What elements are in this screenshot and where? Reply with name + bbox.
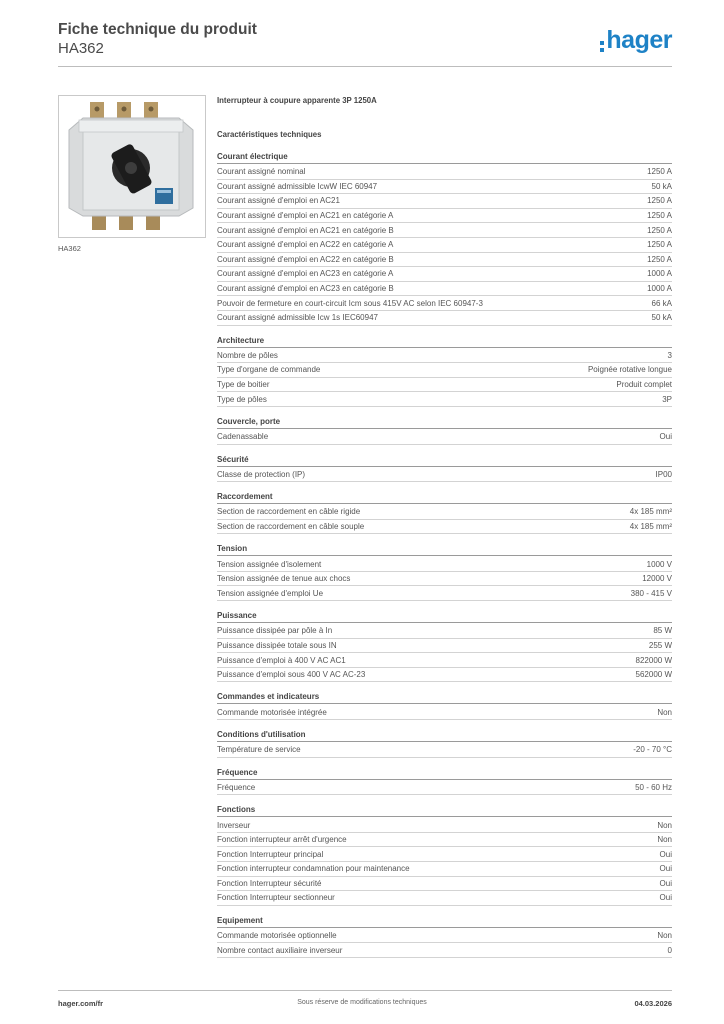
logo-text: hager xyxy=(606,26,672,54)
hager-logo xyxy=(600,27,672,53)
spec-value: Oui xyxy=(659,432,672,442)
spec-label: Courant assigné nominal xyxy=(217,167,306,177)
spec-row xyxy=(217,624,672,639)
spec-section xyxy=(217,543,672,601)
spec-label: Section de raccordement en câble rigide xyxy=(217,507,361,517)
spec-row xyxy=(217,165,672,180)
spec-row xyxy=(217,349,672,364)
footer-disclaimer: Sous réserve de modifications techniques xyxy=(297,999,427,1006)
footer-divider xyxy=(58,990,672,991)
spec-row xyxy=(217,520,672,535)
spec-value: 1250 A xyxy=(647,240,672,250)
spec-value: 1000 A xyxy=(647,269,672,279)
spec-section xyxy=(217,151,672,326)
spec-value: 255 W xyxy=(648,640,672,650)
spec-row xyxy=(217,639,672,654)
spec-value: 4x 185 mm² xyxy=(629,521,672,531)
technical-characteristics-title: Caractéristiques techniques xyxy=(217,130,322,139)
spec-label: Puissance d'emploi sous 400 V AC AC-23 xyxy=(217,670,366,680)
spec-value: 4x 185 mm² xyxy=(629,507,672,517)
spec-label: Fonction Interrupteur sécurité xyxy=(217,878,322,888)
spec-value: 1000 V xyxy=(646,559,672,569)
spec-value: Oui xyxy=(659,893,672,903)
spec-row xyxy=(217,586,672,601)
spec-section xyxy=(217,416,672,445)
spec-value: -20 - 70 °C xyxy=(633,745,672,755)
spec-value: Produit complet xyxy=(616,380,672,390)
document-header xyxy=(58,20,257,58)
spec-label: Fonction Interrupteur principal xyxy=(217,849,324,859)
spec-row xyxy=(217,862,672,877)
spec-value: 1250 A xyxy=(647,196,672,206)
spec-row xyxy=(217,238,672,253)
switch-disconnector-illustration xyxy=(59,96,205,237)
logo-colon-icon xyxy=(600,41,604,45)
spec-label: Nombre contact auxiliaire inverseur xyxy=(217,945,343,955)
spec-label: Inverseur xyxy=(217,820,251,830)
product-image xyxy=(58,95,206,238)
section-title: Architecture xyxy=(217,335,672,348)
spec-label: Fonction interrupteur condamnation pour maintenance xyxy=(217,864,410,874)
spec-label: Cadenassable xyxy=(217,432,269,442)
spec-row xyxy=(217,363,672,378)
spec-row xyxy=(217,505,672,520)
spec-value: 50 kA xyxy=(651,313,672,323)
spec-row xyxy=(217,653,672,668)
spec-label: Fréquence xyxy=(217,782,256,792)
spec-row xyxy=(217,223,672,238)
spec-row xyxy=(217,743,672,758)
spec-label: Puissance d'emploi à 400 V AC AC1 xyxy=(217,655,346,665)
section-title: Fonctions xyxy=(217,804,672,817)
spec-label: Type d'organe de commande xyxy=(217,365,321,375)
spec-row xyxy=(217,430,672,445)
section-title: Conditions d'utilisation xyxy=(217,729,672,742)
spec-label: Fonction Interrupteur sectionneur xyxy=(217,893,335,903)
spec-value: Poignée rotative longue xyxy=(587,365,672,375)
spec-value: 1250 A xyxy=(647,254,672,264)
spec-section xyxy=(217,804,672,906)
spec-label: Courant assigné d'emploi en AC22 en catégorie B xyxy=(217,254,394,264)
product-name: Interrupteur à coupure apparente 3P 1250A xyxy=(217,96,377,105)
spec-label: Tension assignée d'isolement xyxy=(217,559,322,569)
spec-value: 1250 A xyxy=(647,167,672,177)
section-title: Puissance xyxy=(217,610,672,623)
spec-label: Courant assigné d'emploi en AC22 en catégorie A xyxy=(217,240,394,250)
spec-row xyxy=(217,468,672,483)
spec-label: Courant assigné admissible IcwW IEC 60947 xyxy=(217,181,378,191)
spec-row xyxy=(217,847,672,862)
spec-row xyxy=(217,705,672,720)
spec-section xyxy=(217,454,672,483)
spec-value: 0 xyxy=(667,945,672,955)
spec-row xyxy=(217,891,672,906)
spec-label: Courant assigné d'emploi en AC23 en catégorie A xyxy=(217,269,394,279)
spec-row xyxy=(217,818,672,833)
spec-value: Oui xyxy=(659,864,672,874)
spec-value: Non xyxy=(657,707,672,717)
spec-row xyxy=(217,668,672,683)
section-title: Raccordement xyxy=(217,491,672,504)
spec-row xyxy=(217,180,672,195)
spec-row xyxy=(217,282,672,297)
spec-value: Non xyxy=(657,820,672,830)
spec-value: 85 W xyxy=(653,626,672,636)
spec-label: Section de raccordement en câble souple xyxy=(217,521,365,531)
document-title: Fiche technique du produit xyxy=(58,21,257,38)
spec-row xyxy=(217,296,672,311)
spec-value: 380 - 415 V xyxy=(630,588,672,598)
spec-label: Tension assignée d'emploi Ue xyxy=(217,588,324,598)
spec-label: Commande motorisée optionnelle xyxy=(217,931,337,941)
header-divider xyxy=(58,66,672,67)
spec-label: Classe de protection (IP) xyxy=(217,469,306,479)
spec-section xyxy=(217,335,672,407)
spec-section xyxy=(217,767,672,796)
spec-section xyxy=(217,691,672,720)
spec-sections xyxy=(217,151,672,958)
spec-value: IP00 xyxy=(655,469,672,479)
spec-label: Température de service xyxy=(217,745,301,755)
spec-row xyxy=(217,311,672,326)
spec-section xyxy=(217,729,672,758)
spec-row xyxy=(217,943,672,958)
spec-label: Tension assignée de tenue aux chocs xyxy=(217,574,351,584)
spec-value: 50 kA xyxy=(651,181,672,191)
spec-value: Non xyxy=(657,835,672,845)
spec-section xyxy=(217,915,672,958)
spec-label: Type de boitier xyxy=(217,380,270,390)
footer-date: 04.03.2026 xyxy=(634,999,672,1008)
spec-row xyxy=(217,781,672,796)
spec-label: Courant assigné d'emploi en AC21 xyxy=(217,196,340,206)
spec-row xyxy=(217,572,672,587)
spec-value: 562000 W xyxy=(635,670,672,680)
spec-value: 12000 V xyxy=(642,574,672,584)
spec-value: 1250 A xyxy=(647,211,672,221)
section-title: Fréquence xyxy=(217,767,672,780)
footer-website[interactable]: hager.com/fr xyxy=(58,999,104,1008)
section-title: Couvercle, porte xyxy=(217,416,672,429)
spec-label: Puissance dissipée par pôle à In xyxy=(217,626,333,636)
spec-label: Commande motorisée intégrée xyxy=(217,707,327,717)
spec-value: 3 xyxy=(667,350,672,360)
section-title: Commandes et indicateurs xyxy=(217,691,672,704)
spec-label: Puissance dissipée totale sous IN xyxy=(217,640,337,650)
section-title: Equipement xyxy=(217,915,672,928)
section-title: Tension xyxy=(217,543,672,556)
spec-section xyxy=(217,491,672,534)
spec-row xyxy=(217,194,672,209)
spec-section xyxy=(217,610,672,682)
spec-row xyxy=(217,253,672,268)
product-code: HA362 xyxy=(58,40,104,57)
spec-row xyxy=(217,929,672,944)
spec-label: Nombre de pôles xyxy=(217,350,278,360)
spec-value: 822000 W xyxy=(635,655,672,665)
spec-label: Courant assigné d'emploi en AC21 en catégorie B xyxy=(217,225,394,235)
spec-label: Courant assigné admissible Icw 1s IEC60947 xyxy=(217,313,378,323)
spec-label: Courant assigné d'emploi en AC23 en catégorie B xyxy=(217,284,394,294)
spec-value: 50 - 60 Hz xyxy=(635,782,672,792)
spec-value: 1250 A xyxy=(647,225,672,235)
spec-row xyxy=(217,378,672,393)
spec-label: Type de pôles xyxy=(217,394,267,404)
spec-row xyxy=(217,557,672,572)
spec-value: Oui xyxy=(659,849,672,859)
section-title: Sécurité xyxy=(217,454,672,467)
spec-value: 66 kA xyxy=(651,298,672,308)
spec-value: Oui xyxy=(659,878,672,888)
spec-row xyxy=(217,267,672,282)
spec-row xyxy=(217,877,672,892)
spec-value: 1000 A xyxy=(647,284,672,294)
spec-value: Non xyxy=(657,931,672,941)
image-caption: HA362 xyxy=(58,244,81,253)
spec-label: Pouvoir de fermeture en court-circuit Icm sous 415V AC selon IEC 60947-3 xyxy=(217,298,483,308)
spec-row xyxy=(217,209,672,224)
spec-label: Courant assigné d'emploi en AC21 en catégorie A xyxy=(217,211,394,221)
spec-content xyxy=(217,95,672,967)
spec-row xyxy=(217,833,672,848)
section-title: Courant électrique xyxy=(217,151,672,164)
spec-label: Fonction interrupteur arrêt d'urgence xyxy=(217,835,347,845)
spec-row xyxy=(217,392,672,407)
spec-value: 3P xyxy=(662,394,672,404)
